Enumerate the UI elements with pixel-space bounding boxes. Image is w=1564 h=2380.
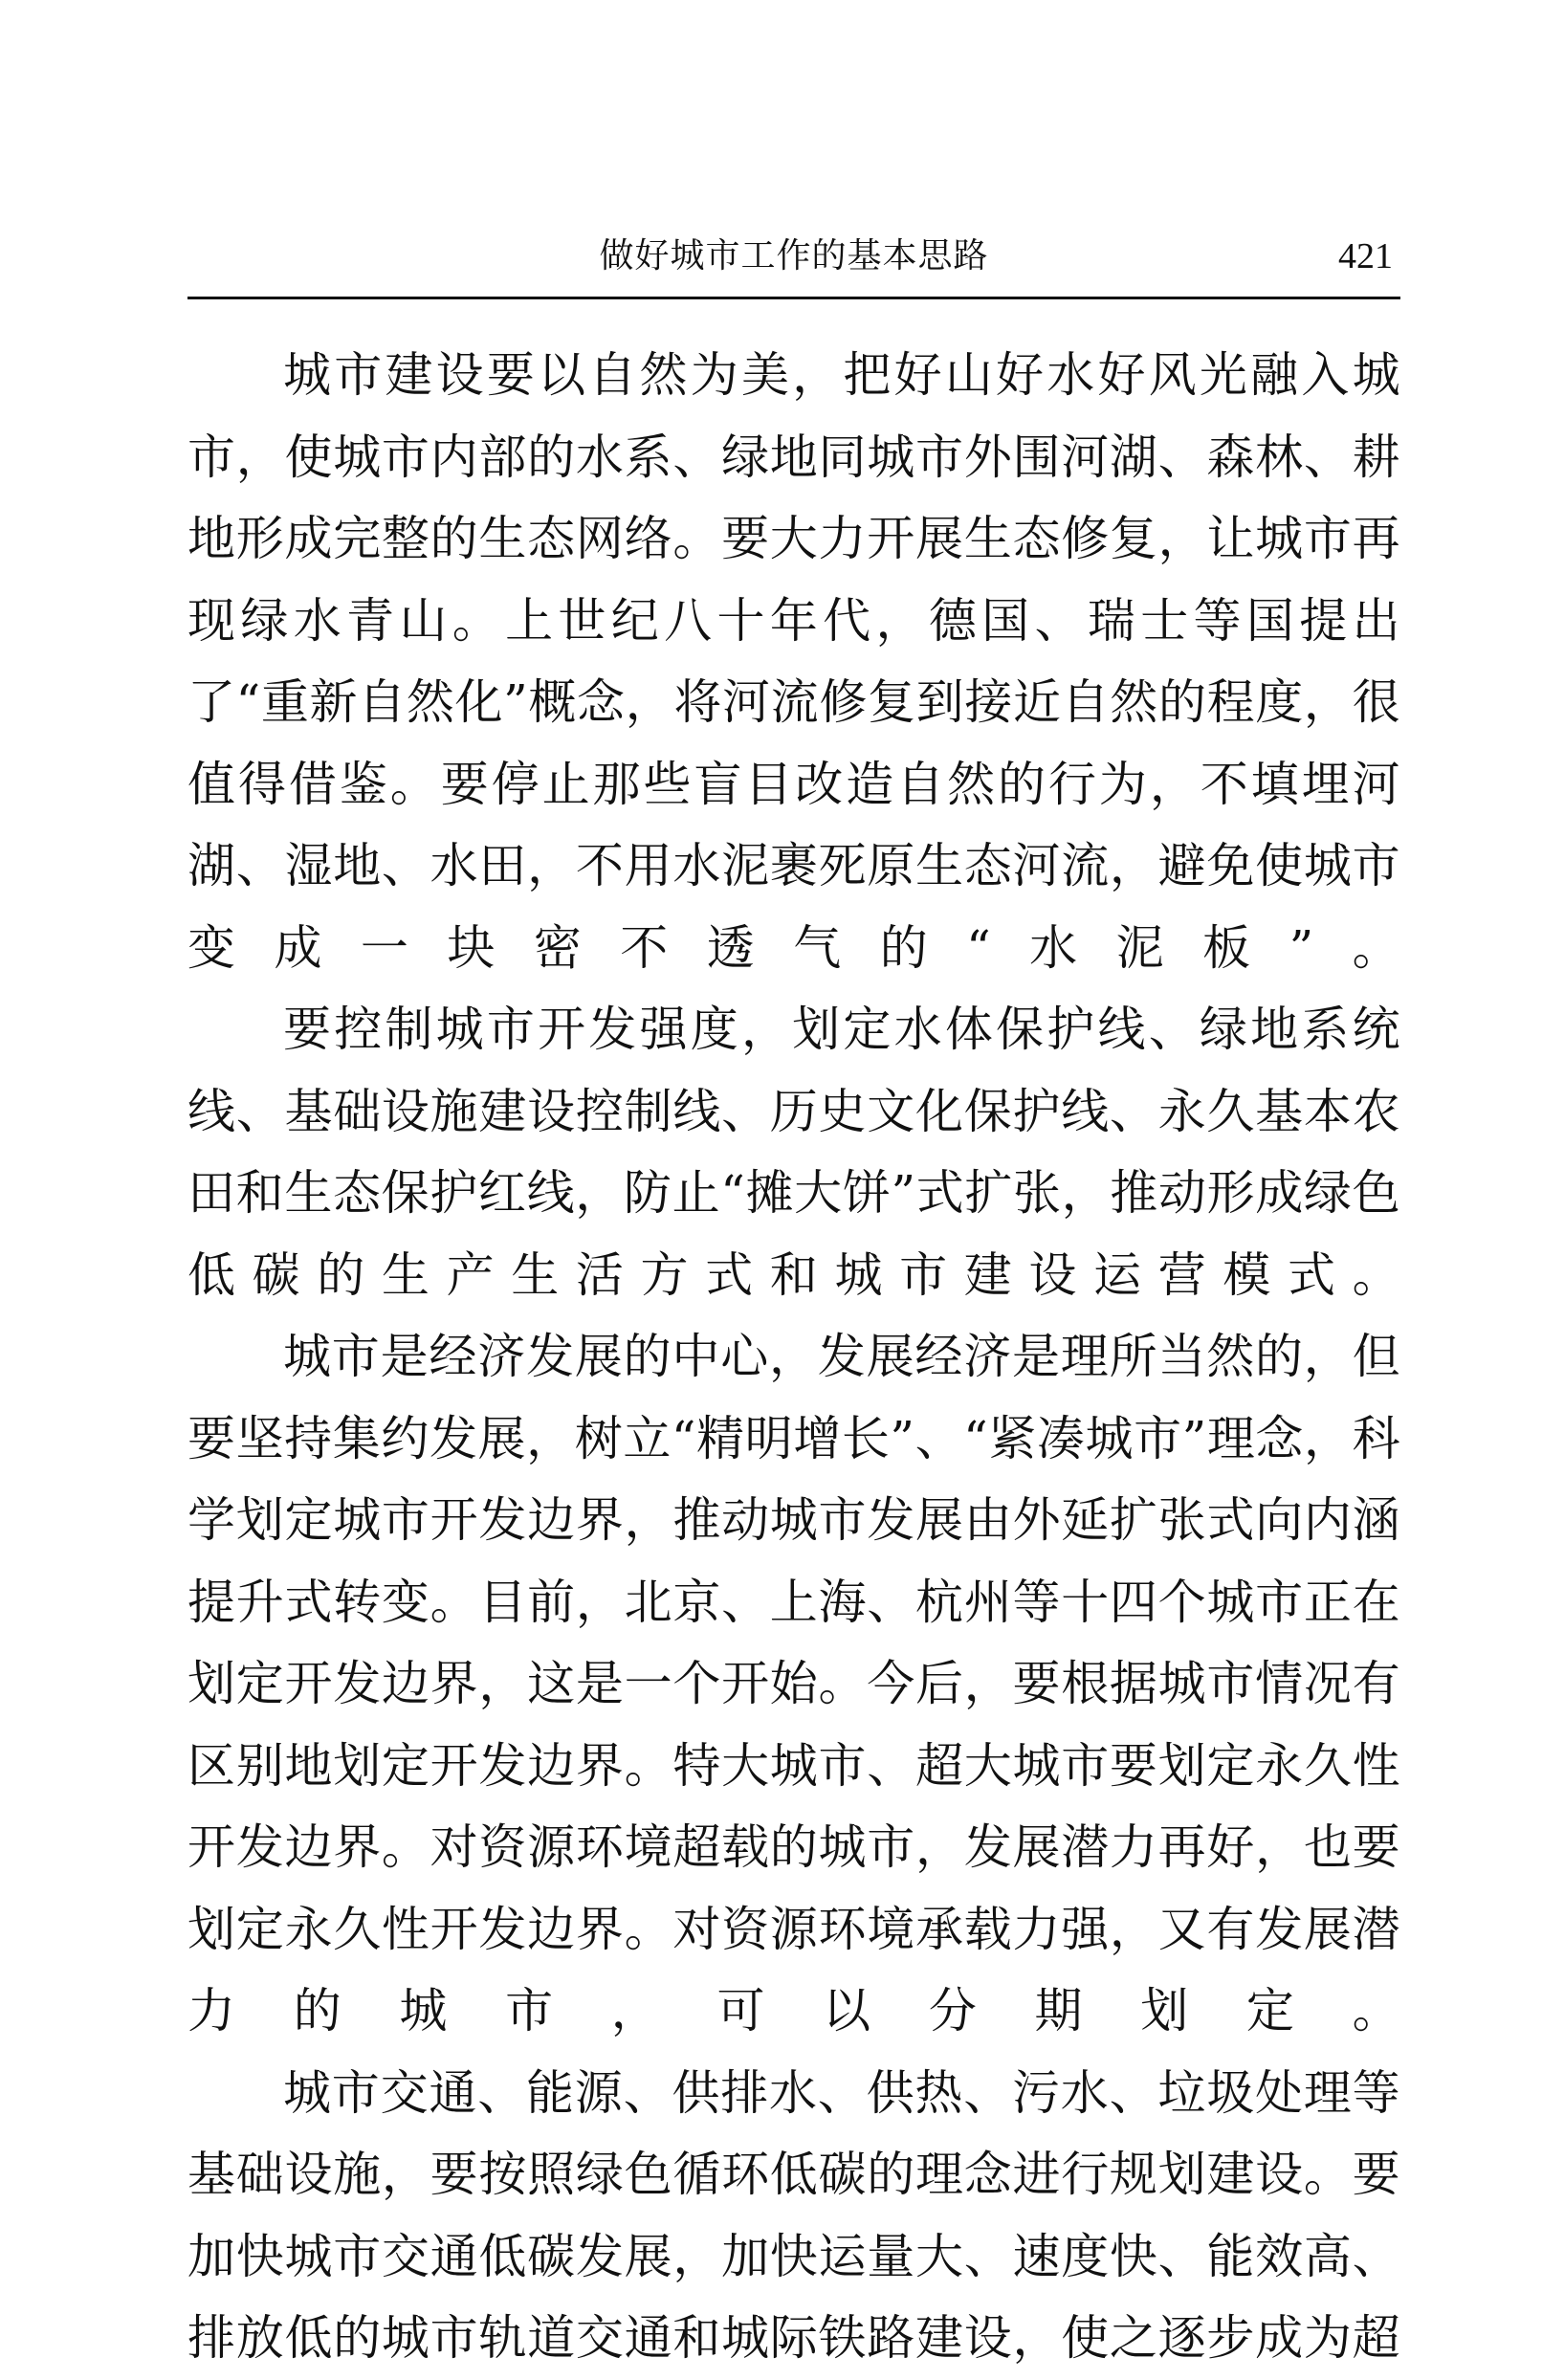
paragraph-nature: 城市建设要以自然为美，把好山好水好风光融入城市，使城市内部的水系、绿地同城市外围河湖、森林、耕地形成完整的生态网络。要大力开展生态修复，让城市再现绿水青山。上世纪八十年代，德国、瑞士等国提出了“重新自然化”概念，将河流修复到接近自然的程度，很值得借鉴。要停止那些盲目改造自然的行为，不填埋河湖、湿地、水田，不用水泥裹死原生态河流，避免使城市变成一块密不透气的“水泥板”。 [187,347,1400,976]
paragraph-development-intensity: 要控制城市开发强度，划定水体保护线、绿地系统线、基础设施建设控制线、历史文化保护线、永久基本农田和生态保护红线，防止“摊大饼”式扩张，推动形成绿色低碳的生产生活方式和城市建设运营模式。 [187,1002,1400,1303]
running-title: 做好城市工作的基本思路 [599,236,989,275]
paragraph-infrastructure: 城市交通、能源、供排水、供热、污水、垃圾处理等基础设施，要按照绿色循环低碳的理念进行规划建设。要加快城市交通低碳发展，加快运量大、速度快、能效高、排放低的城市轨道交通和城际铁路建设，使之逐步成为超 [187,2064,1400,2366]
paragraph-development-boundary: 城市是经济发展的中心，发展经济是理所当然的，但要坚持集约发展，树立“精明增长”、“紧凑城市”理念，科学划定城市开发边界，推动城市发展由外延扩张式向内涵提升式转变。目前，北京、上海、杭州等十四个城市正在划定开发边界，这是一个开始。今后，要根据城市情况有区别地划定开发边界。特大城市、超大城市要划定永久性开发边界。对资源环境超载的城市，发展潜力再好，也要划定永久性开发边界。对资源环境承载力强，又有发展潜力的城市，可以分期划定。 [187,1329,1400,2038]
body-text [187,335,1400,2380]
header-rule [187,297,1400,299]
page-number: 421 [1338,236,1393,276]
running-header [187,230,1400,287]
